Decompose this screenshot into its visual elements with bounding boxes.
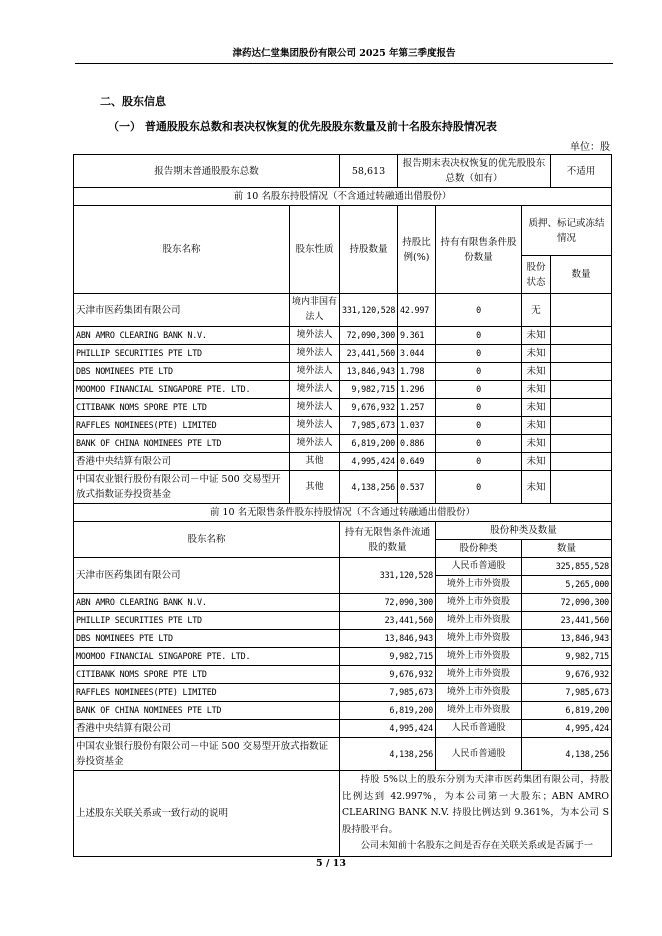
holding-ratio: 1.296: [398, 381, 436, 399]
shareholder-name: CITIBANK NOMS SPORE PTE LTD: [74, 666, 340, 684]
share-type: 境外上市外资股: [436, 702, 522, 720]
pledge-qty: [551, 381, 612, 399]
holding-ratio: 1.037: [398, 417, 436, 435]
relation-note-para-2: 公司未知前十名股东之间是否存在关联关系或是否属于一: [360, 840, 594, 851]
shareholder-name: 中国农业银行股份有限公司－中证 500 交易型开放式指数证券投资基金: [74, 471, 290, 504]
shareholder-name: RAFFLES NOMINEES(PTE) LIMITED: [74, 684, 340, 702]
shareholder-name: DBS NOMINEES PTE LTD: [74, 363, 290, 381]
holding-ratio: 3.044: [398, 345, 436, 363]
relation-note-para-1: 持股 5%以上的股东分别为天津市医药集团有限公司，持股比例达到 42.997%，为本公司第一大股东；ABN AMRO CLEARING BANK N.V. 持股比例达到 9.361%，为本公司 S 股持股平台。: [342, 774, 610, 835]
top10-row: [74, 363, 612, 381]
shares-held: 9,982,715: [340, 381, 398, 399]
shareholder-nature: 其他: [290, 471, 340, 504]
unrestricted-row: [74, 720, 612, 738]
unrestricted-row: [74, 684, 612, 702]
header-type-qty: 股份种类及数量: [436, 522, 612, 540]
top10-row: [74, 399, 612, 417]
unrestricted-count: 9,982,715: [340, 648, 436, 666]
preferred-shareholders-label: 报告期末表决权恢复的优先股股东总数（如有）: [398, 155, 551, 188]
top10-row: [74, 294, 612, 327]
shares-held: 72,090,300: [340, 327, 398, 345]
header-restricted: 持有有限售条件股份数量: [436, 206, 522, 294]
unrestricted-count: 7,985,673: [340, 684, 436, 702]
shareholder-name: DBS NOMINEES PTE LTD: [74, 630, 340, 648]
holding-ratio: 1.257: [398, 399, 436, 417]
unrestricted-title-row: [74, 504, 612, 522]
restricted-shares: 0: [436, 399, 522, 417]
holding-ratio: 9.361: [398, 327, 436, 345]
header-pledge-status: 股份状态: [522, 256, 551, 294]
share-qty: 13,846,943: [522, 630, 612, 648]
holding-ratio: 0.886: [398, 435, 436, 453]
pledge-status: 无: [522, 294, 551, 327]
shares-held: 9,676,932: [340, 399, 398, 417]
unrestricted-count: 23,441,560: [340, 612, 436, 630]
pledge-status: 未知: [522, 345, 551, 363]
share-qty: 4,138,256: [522, 738, 612, 771]
top10-title-row: [74, 188, 612, 206]
page-number: 5 / 13: [316, 858, 346, 869]
share-type: 境外上市外资股: [436, 648, 522, 666]
top10-row: [74, 435, 612, 453]
page-header: 津药达仁堂集团股份有限公司 2025 年第三季度报告: [75, 45, 613, 64]
subsection-title: （一） 普通股股东总数和表决权恢复的优先股股东数量及前十名股东持股情况表: [108, 120, 497, 133]
restricted-shares: 0: [436, 363, 522, 381]
shareholder-nature: 境外法人: [290, 327, 340, 345]
pledge-status: 未知: [522, 399, 551, 417]
shareholder-nature: 境外法人: [290, 381, 340, 399]
unrestricted-header-row-1: [74, 522, 612, 540]
top10-header-row-1: [74, 206, 612, 256]
section-title: 二、股东信息: [100, 95, 166, 108]
shareholder-name: 天津市医药集团有限公司: [74, 294, 290, 327]
shareholder-table: [73, 154, 612, 857]
shares-held: 4,995,424: [340, 453, 398, 471]
shareholder-nature: 其他: [290, 453, 340, 471]
holding-ratio: 0.537: [398, 471, 436, 504]
share-qty: 23,441,560: [522, 612, 612, 630]
pledge-status: 未知: [522, 327, 551, 345]
shareholder-name: ABN AMRO CLEARING BANK N.V.: [74, 594, 340, 612]
pledge-status: 未知: [522, 453, 551, 471]
share-qty: 9,676,932: [522, 666, 612, 684]
top10-row: [74, 471, 612, 504]
holding-ratio: 42.997: [398, 294, 436, 327]
holding-ratio: 1.798: [398, 363, 436, 381]
header-nature: 股东性质: [290, 206, 340, 294]
share-type: 境外上市外资股: [436, 630, 522, 648]
pledge-status: 未知: [522, 363, 551, 381]
share-type: 境外上市外资股: [436, 594, 522, 612]
summary-row: [74, 155, 612, 188]
unrestricted-count: 6,819,200: [340, 702, 436, 720]
unrestricted-row: [74, 666, 612, 684]
header-shareholder-name: 股东名称: [74, 206, 290, 294]
unrestricted-title: 前 10 名无限售条件股东持股情况（不含通过转融通出借股份）: [74, 504, 612, 522]
unrestricted-row: [74, 594, 612, 612]
shareholder-name: 香港中央结算有限公司: [74, 453, 290, 471]
share-type: 境外上市外资股: [436, 684, 522, 702]
header-ratio: 持股比例(%): [398, 206, 436, 294]
unrestricted-row: [74, 558, 612, 576]
shares-held: 331,120,528: [340, 294, 398, 327]
shareholder-table-body: [74, 155, 612, 857]
unrestricted-count: 331,120,528: [340, 558, 436, 594]
shareholder-name: MOOMOO FINANCIAL SINGAPORE PTE. LTD.: [74, 648, 340, 666]
unrestricted-row: [74, 648, 612, 666]
share-qty: 9,982,715: [522, 648, 612, 666]
pledge-qty: [551, 417, 612, 435]
unrestricted-row: [74, 630, 612, 648]
pledge-qty: [551, 327, 612, 345]
header-shareholder-name: 股东名称: [74, 522, 340, 558]
header-share-type: 股份种类: [436, 540, 522, 558]
shareholder-name: 天津市医药集团有限公司: [74, 558, 340, 594]
relation-label: 上述股东关联关系或一致行动的说明: [74, 771, 340, 857]
header-unrestricted-count: 持有无限售条件流通股的数量: [340, 522, 436, 558]
unrestricted-count: 9,676,932: [340, 666, 436, 684]
shareholder-nature: 境外法人: [290, 345, 340, 363]
top10-row: [74, 345, 612, 363]
share-qty: 72,090,300: [522, 594, 612, 612]
restricted-shares: 0: [436, 327, 522, 345]
total-shareholders-value: 58,613: [340, 155, 398, 188]
share-type: 人民币普通股: [436, 738, 522, 771]
header-share-qty: 数量: [522, 540, 612, 558]
restricted-shares: 0: [436, 345, 522, 363]
header-pledge-qty: 数量: [551, 256, 612, 294]
pledge-status: 未知: [522, 435, 551, 453]
unrestricted-count: 13,846,943: [340, 630, 436, 648]
pledge-qty: [551, 471, 612, 504]
unrestricted-count: 4,138,256: [340, 738, 436, 771]
pledge-qty: [551, 399, 612, 417]
shareholder-name: PHILLIP SECURITIES PTE LTD: [74, 345, 290, 363]
top10-row: [74, 327, 612, 345]
share-type: 境外上市外资股: [436, 612, 522, 630]
unrestricted-row: [74, 738, 612, 771]
shareholder-name: ABN AMRO CLEARING BANK N.V.: [74, 327, 290, 345]
share-qty: 325,855,528: [522, 558, 612, 576]
shareholder-name: CITIBANK NOMS SPORE PTE LTD: [74, 399, 290, 417]
pledge-status: 未知: [522, 471, 551, 504]
header-shares: 持股数量: [340, 206, 398, 294]
shareholder-name: 香港中央结算有限公司: [74, 720, 340, 738]
restricted-shares: 0: [436, 294, 522, 327]
shares-held: 4,138,256: [340, 471, 398, 504]
shareholder-name: BANK OF CHINA NOMINEES PTE LTD: [74, 435, 290, 453]
header-pledge: 质押、标记或冻结情况: [522, 206, 612, 256]
pledge-qty: [551, 363, 612, 381]
unit-label: 单位：股: [570, 142, 610, 153]
unrestricted-row: [74, 612, 612, 630]
top10-row: [74, 381, 612, 399]
holding-ratio: 0.649: [398, 453, 436, 471]
shares-held: 7,985,673: [340, 417, 398, 435]
unrestricted-count: 72,090,300: [340, 594, 436, 612]
relation-note: [340, 771, 612, 857]
pledge-qty: [551, 453, 612, 471]
top10-row: [74, 453, 612, 471]
shareholder-name: PHILLIP SECURITIES PTE LTD: [74, 612, 340, 630]
pledge-status: 未知: [522, 417, 551, 435]
restricted-shares: 0: [436, 453, 522, 471]
shareholder-nature: 境内非国有法人: [290, 294, 340, 327]
relation-row: [74, 771, 612, 857]
preferred-shareholders-value: 不适用: [551, 155, 612, 188]
shares-held: 13,846,943: [340, 363, 398, 381]
pledge-qty: [551, 294, 612, 327]
share-qty: 6,819,200: [522, 702, 612, 720]
shareholder-name: MOOMOO FINANCIAL SINGAPORE PTE. LTD.: [74, 381, 290, 399]
pledge-status: 未知: [522, 381, 551, 399]
shareholder-name: BANK OF CHINA NOMINEES PTE LTD: [74, 702, 340, 720]
share-type: 境外上市外资股: [436, 576, 522, 594]
shareholder-nature: 境外法人: [290, 417, 340, 435]
pledge-qty: [551, 435, 612, 453]
shareholder-name: RAFFLES NOMINEES(PTE) LIMITED: [74, 417, 290, 435]
share-qty: 4,995,424: [522, 720, 612, 738]
shares-held: 6,819,200: [340, 435, 398, 453]
share-qty: 5,265,000: [522, 576, 612, 594]
total-shareholders-label: 报告期末普通股股东总数: [74, 155, 340, 188]
restricted-shares: 0: [436, 435, 522, 453]
shareholder-nature: 境外法人: [290, 399, 340, 417]
unrestricted-row: [74, 702, 612, 720]
top10-row: [74, 417, 612, 435]
shares-held: 23,441,560: [340, 345, 398, 363]
share-type: 人民币普通股: [436, 558, 522, 576]
shareholder-name: 中国农业银行股份有限公司－中证 500 交易型开放式指数证券投资基金: [74, 738, 340, 771]
restricted-shares: 0: [436, 471, 522, 504]
share-type: 境外上市外资股: [436, 666, 522, 684]
shareholder-nature: 境外法人: [290, 363, 340, 381]
top10-title: 前 10 名股东持股情况（不含通过转融通出借股份）: [74, 188, 612, 206]
restricted-shares: 0: [436, 417, 522, 435]
share-type: 人民币普通股: [436, 720, 522, 738]
share-qty: 7,985,673: [522, 684, 612, 702]
pledge-qty: [551, 345, 612, 363]
shareholder-nature: 境外法人: [290, 435, 340, 453]
restricted-shares: 0: [436, 381, 522, 399]
unrestricted-count: 4,995,424: [340, 720, 436, 738]
